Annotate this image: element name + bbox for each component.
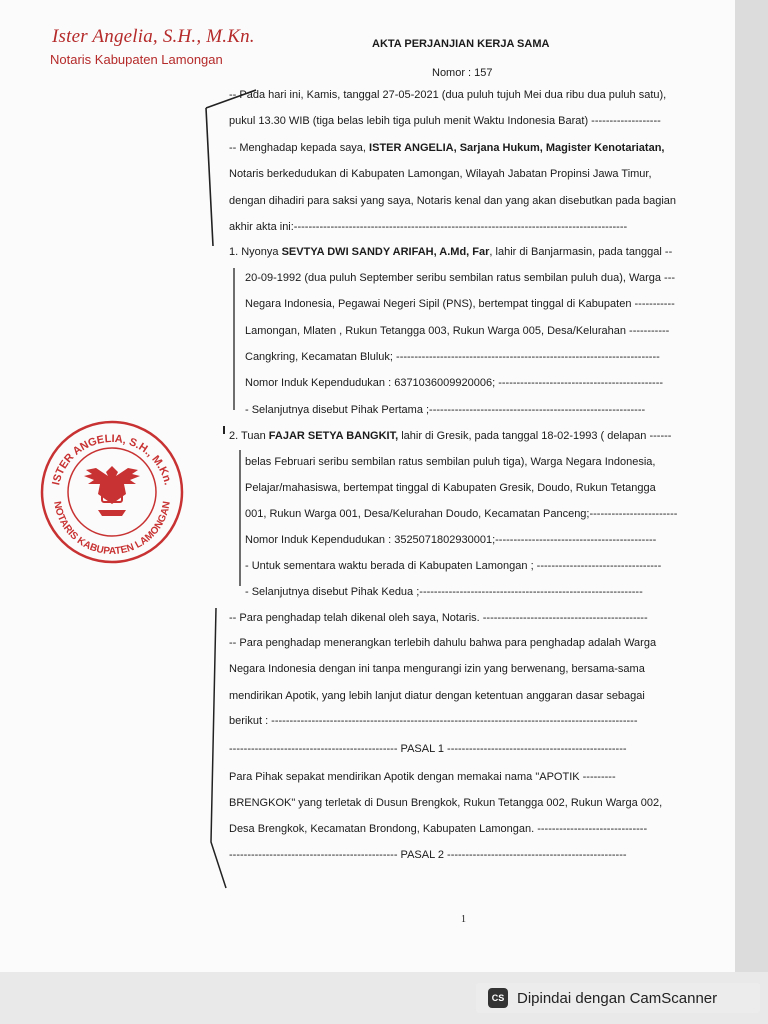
document-line: 1. Nyonya SEVTYA DWI SANDY ARIFAH, A.Md, Far, lahir di Banjarmasin, pada tanggal -- bbox=[229, 246, 673, 258]
document-line: -- Menghadap kepada saya, ISTER ANGELIA, Sarjana Hukum, Magister Kenotariatan, bbox=[229, 142, 665, 154]
document-line: 2. Tuan FAJAR SETYA BANGKIT, lahir di Gresik, pada tanggal 18-02-1993 ( delapan ------ bbox=[229, 430, 672, 442]
document-line: Negara Indonesia, Pegawai Negeri Sipil (PNS), bertempat tinggal di Kabupaten ----------- bbox=[245, 298, 675, 310]
document-line: Para Pihak sepakat mendirikan Apotik dengan memakai nama "APOTIK --------- bbox=[229, 771, 616, 783]
document-title: AKTA PERJANJIAN KERJA SAMA bbox=[372, 38, 550, 50]
camscanner-label: Dipindai dengan CamScanner bbox=[517, 989, 718, 1007]
document-line: Nomor Induk Kependudukan : 6371036009920006; --------------------------------------------- bbox=[245, 377, 664, 389]
document-line: Notaris berkedudukan di Kabupaten Lamongan, Wilayah Jabatan Propinsi Jawa Timur, bbox=[229, 168, 652, 180]
document-line: ---------------------------------------------- PASAL 2 ------------------------------------------------- bbox=[229, 849, 627, 861]
camscanner-watermark bbox=[476, 983, 760, 1013]
document-line: dengan dihadiri para saksi yang saya, Notaris kenal dan yang akan disebutkan pada bagian bbox=[229, 195, 677, 207]
notary-stamp bbox=[38, 418, 186, 566]
document-line: -- Para penghadap menerangkan terlebih dahulu bahwa para penghadap adalah Warga bbox=[229, 637, 657, 649]
stamp-ring-top: ISTER ANGELIA, S.H., M.Kn. bbox=[50, 432, 174, 487]
page-number: 1 bbox=[461, 914, 466, 925]
document-number: Nomor : 157 bbox=[432, 67, 493, 79]
document-line: ---------------------------------------------- PASAL 1 ------------------------------------------------- bbox=[229, 743, 627, 755]
garuda-emblem-icon bbox=[84, 466, 140, 516]
document-line: - Selanjutnya disebut Pihak Pertama ;----------------------------------------------------------- bbox=[245, 404, 646, 416]
document-line: Cangkring, Kecamatan Bluluk; ------------------------------------------------------------------------ bbox=[245, 351, 660, 363]
stamp-ring-bottom: NOTARIS KABUPATEN LAMONGAN bbox=[51, 500, 173, 557]
document-line: - Untuk sementara waktu berada di Kabupaten Lamongan ; ---------------------------------- bbox=[245, 560, 662, 572]
document-line: Pelajar/mahasiswa, bertempat tinggal di Kabupaten Gresik, Doudo, Rukun Tetangga bbox=[245, 482, 656, 494]
document-line: Desa Brengkok, Kecamatan Brondong, Kabupaten Lamongan. ------------------------------ bbox=[229, 823, 648, 835]
document-line: Nomor Induk Kependudukan : 3525071802930001;-------------------------------------------- bbox=[245, 534, 657, 546]
document-line: 20-09-1992 (dua puluh September seribu sembilan ratus sembilan puluh dua), Warga --- bbox=[245, 272, 676, 284]
document-line: mendirikan Apotik, yang lebih lanjut diatur dengan ketentuan anggaran dasar sebagai bbox=[229, 690, 645, 702]
document-line: 001, Rukun Warga 001, Desa/Kelurahan Doudo, Kecamatan Panceng;------------------------ bbox=[245, 508, 678, 520]
document-line: -- Pada hari ini, Kamis, tanggal 27-05-2021 (dua puluh tujuh Mei dua ribu dua puluh satu), bbox=[229, 89, 667, 101]
document-line: akhir akta ini:------------------------------------------------------------------------------------------- bbox=[229, 221, 628, 233]
camscanner-icon: CS bbox=[488, 988, 508, 1008]
document-line: Negara Indonesia dengan ini tanpa mengurangi izin yang berwenang, bersama-sama bbox=[229, 663, 645, 675]
document-line: -- Para penghadap telah dikenal oleh saya, Notaris. --------------------------------------------- bbox=[229, 612, 648, 624]
notary-signature-header: Ister Angelia, S.H., M.Kn. bbox=[52, 26, 255, 47]
notary-office-subtitle: Notaris Kabupaten Lamongan bbox=[50, 52, 223, 67]
document-line: - Selanjutnya disebut Pihak Kedua ;------------------------------------------------------------- bbox=[245, 586, 643, 598]
document-line: belas Februari seribu sembilan ratus sembilan puluh tiga), Warga Negara Indonesia, bbox=[245, 456, 656, 468]
document-line: BRENGKOK" yang terletak di Dusun Brengkok, Rukun Tetangga 002, Rukun Warga 002, bbox=[229, 797, 663, 809]
document-line: pukul 13.30 WIB (tiga belas lebih tiga puluh menit Waktu Indonesia Barat) ------------------- bbox=[229, 115, 661, 127]
document-line: Lamongan, Mlaten , Rukun Tetangga 003, Rukun Warga 005, Desa/Kelurahan ----------- bbox=[245, 325, 670, 337]
document-line: berikut : ---------------------------------------------------------------------------------------------------- bbox=[229, 715, 638, 727]
